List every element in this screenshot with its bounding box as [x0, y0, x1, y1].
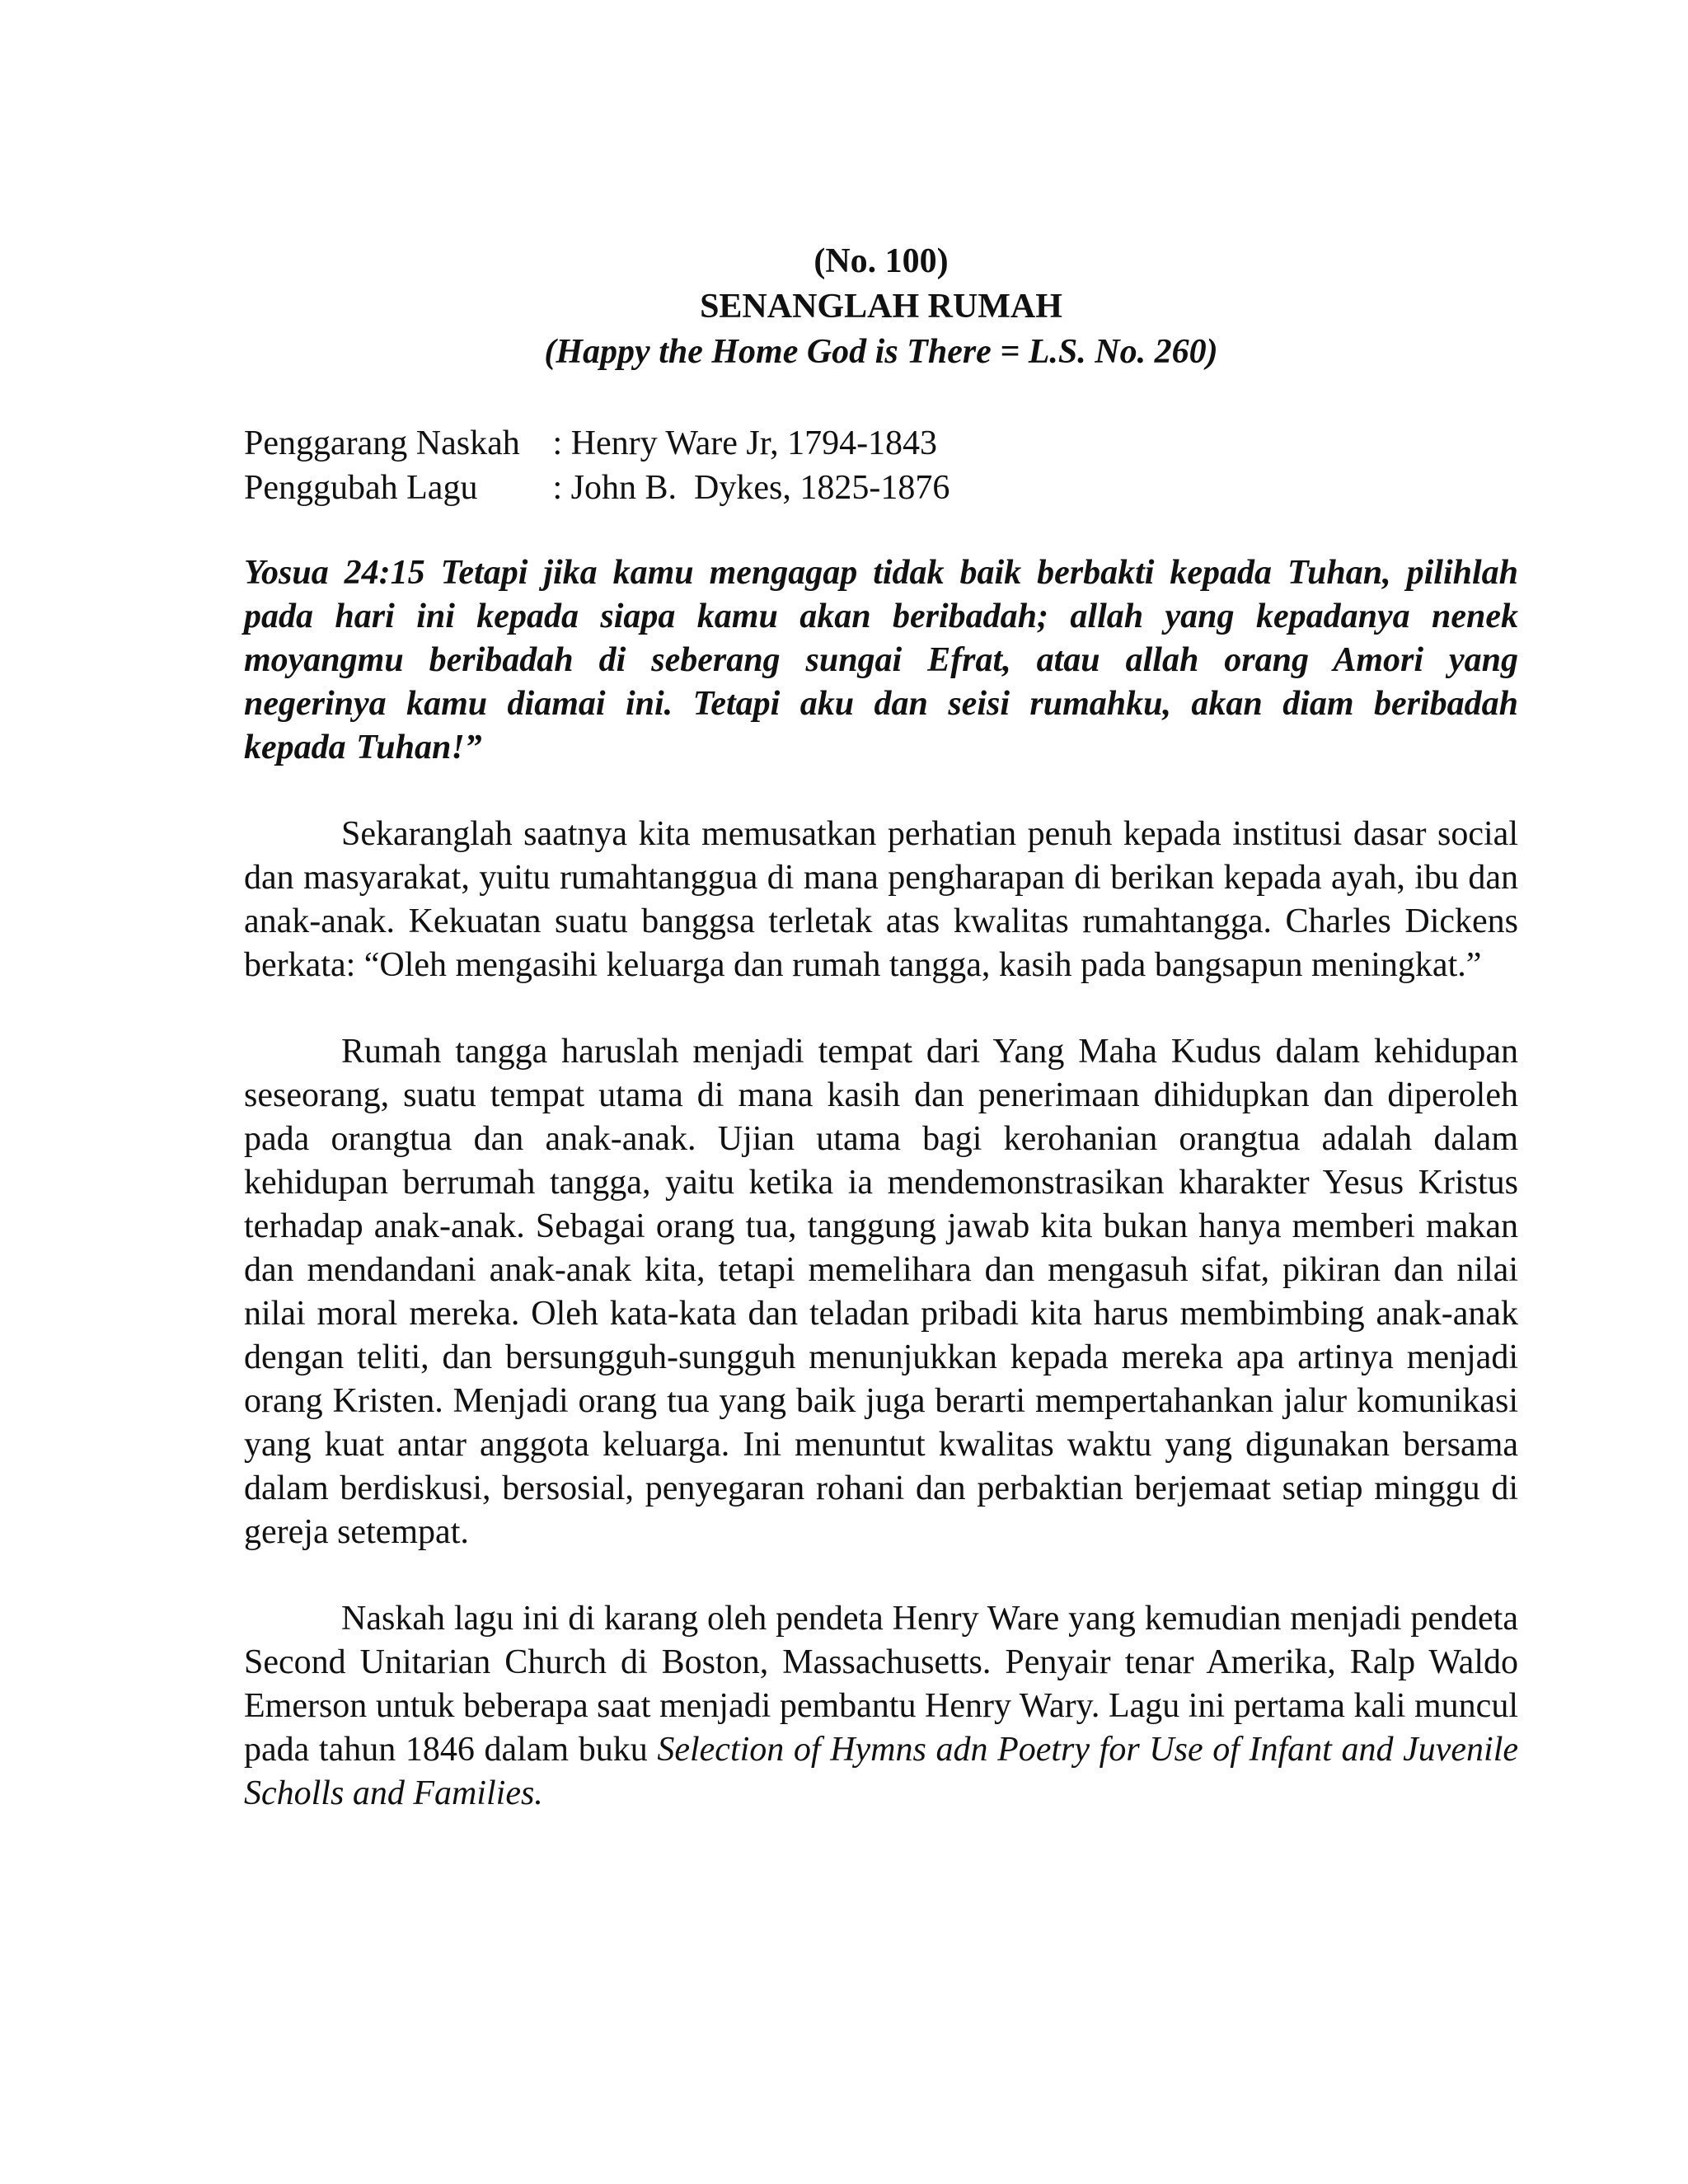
document-page	[244, 239, 1518, 1850]
scripture-quote: Yosua 24:15 Tetapi jika kamu mengagap tidak baik berbakti kepada Tuhan, pilihlah pada hari ini kepada siapa kamu akan beribadah; allah yang kepadanya nenek moyangmu beribadah di seberang sungai Efrat, atau allah orang Amori yang negerinya kamu diamai ini. Tetapi aku dan seisi rumahku, akan diam beribadah kepada Tuhan!”	[244, 554, 1518, 766]
credit-separator-author: :	[544, 424, 571, 462]
credit-label-composer: Penggubah Lagu	[244, 469, 478, 507]
credit-row-composer	[244, 466, 1518, 510]
hymn-subtitle: (Happy the Home God is There = L.S. No. 260)	[544, 333, 1218, 371]
book-title: Selection of Hymns adn Poetry for Use of Infant and Juvenile Scholls and Families.	[244, 1731, 1519, 1812]
credit-value-author: Henry Ware Jr, 1794-1843	[570, 424, 938, 462]
hymn-title: SENANGLAH RUMAH	[700, 288, 1062, 326]
body-paragraph-3-text: Naskah lagu ini di karang oleh pendeta Henry Ware yang kemudian menjadi pendeta Second Unitarian Church di Boston, Massachusetts. Penyair tenar Amerika, Ralp Waldo Emerson untuk beberapa saat menjadi pembantu Henry Wary. Lagu ini pertama kali muncul pada tahun 1846 dalam buku	[244, 1600, 1518, 1769]
credit-row-author	[244, 421, 1518, 466]
heading-block	[244, 239, 1518, 375]
credit-value-composer: John B. Dykes, 1825-1876	[570, 469, 950, 507]
credits-block	[244, 421, 1518, 510]
credit-separator-composer: :	[544, 469, 571, 507]
credit-label-author: Penggarang Naskah	[244, 424, 520, 462]
hymn-number: (No. 100)	[814, 242, 949, 280]
body-paragraph-1: Sekaranglah saatnya kita memusatkan perhatian penuh kepada institusi dasar social dan masyarakat, yuitu rumahtanggua di mana pengharapan di berikan kepada ayah, ibu dan anak-anak. Kekuatan suatu banggsa terletak atas kwalitas rumahtangga. Charles Dickens berkata: “Oleh mengasihi keluarga dan rumah tangga, kasih pada bangsapun meningkat.”	[244, 815, 1518, 984]
body-paragraph-2: Rumah tangga haruslah menjadi tempat dari Yang Maha Kudus dalam kehidupan seseorang, suatu tempat utama di mana kasih dan penerimaan dihidupkan dan diperoleh pada orangtua dan anak-anak. Ujian utama bagi kerohanian orangtua adalah dalam kehidupan berrumah tangga, yaitu ketika ia mendemonstrasikan kharakter Yesus Kristus terhadap anak-anak. Sebagai orang tua, tanggung jawab kita bukan hanya memberi makan dan mendandani anak-anak kita, tetapi memelihara dan mengasuh sifat, pikiran dan nilai nilai moral mereka. Oleh kata-kata dan teladan pribadi kita harus membimbing anak-anak dengan teliti, dan bersungguh-sungguh menunjukkan kepada mereka apa artinya menjadi orang Kristen. Menjadi orang tua yang baik juga berarti mempertahankan jalur komunikasi yang kuat antar anggota keluarga. Ini menuntut kwalitas waktu yang digunakan bersama dalam berdiskusi, bersosial, penyegaran rohani dan perbaktian berjemaat setiap minggu di gereja setempat.	[244, 1033, 1518, 1551]
body-paragraph-3	[244, 1597, 1518, 1816]
